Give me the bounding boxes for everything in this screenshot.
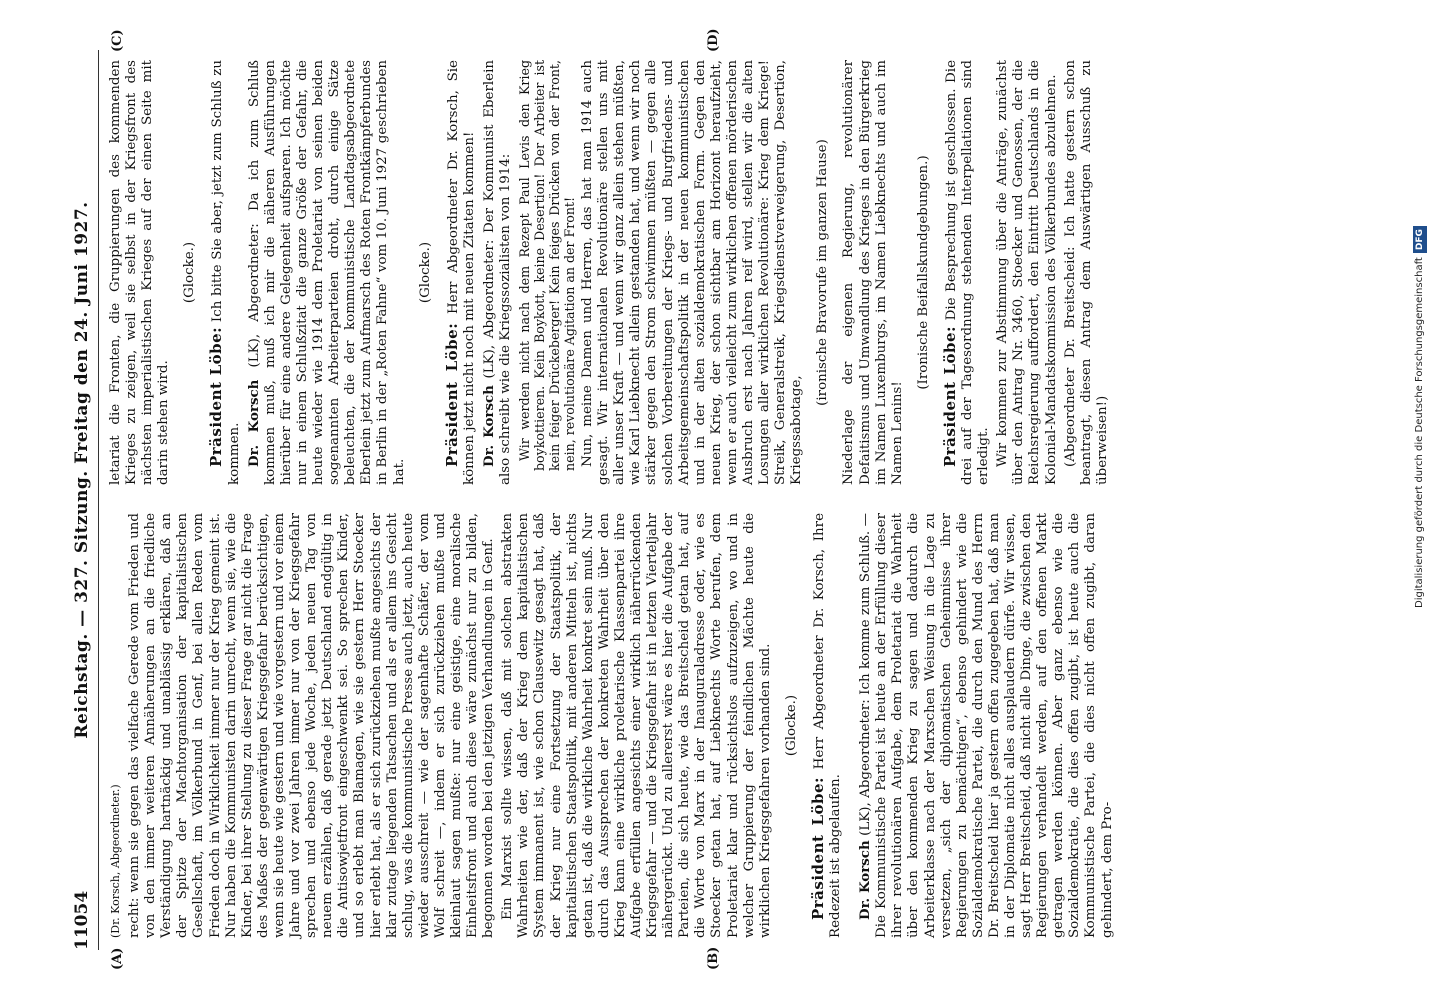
speaker-label: Dr. Korsch [245,379,262,467]
margin-marker-b: (B) [706,946,721,970]
running-title: Reichstag. — 327. Sitzung. Freitag den 24. Juni 1927. [72,201,92,739]
paragraph: Wir kommen zur Abstimmung über die Anträge, zunächst über den Antrag Nr. 3460, Stoecker und Genossen, der die Reichsregierung auffordert, den Eintritt Deutschlands in die Kolonial-Mandatskommission des Völkerbundes abzulehnen. [995,60,1059,485]
speaker-label: Präsident Löbe: [207,326,226,467]
interjection: (Abgeordneter Dr. Breitscheid: Ich hatte gestern schon beantragt, diesen Antrag dem Auswärtigen Ausschuß zu überweisen!) [1062,60,1110,485]
speaker-paragraph [481,60,514,485]
speaker-paragraph [810,513,844,938]
digitization-credit [1413,8,1427,608]
speaker-label: Präsident Löbe: [442,322,461,467]
margin-marker-a: (A) [110,947,125,970]
margin-marker-d: (D) [706,28,721,52]
quotation: Wir werden nicht nach dem Rezept Paul Levis den Krieg boykottieren. Kein Boykott, keine Desertion! Der Arbeiter ist kein feiger Drückeberger! Kein feiges Drücken von der Front, nein, revolutionäre Agitation an der Front! [517,60,578,471]
speaker-text: (LK), Abgeordneter: Der Kommunist Eberlein also schreibt wie die Kriegssozialisten von 1914: [481,60,513,485]
document-page [0,10,1420,990]
credit-text: Digitalisierung gefördert durch die Deutsche Forschungsgemeinschaft [1414,257,1425,608]
bell-note: (Glocke.) [182,241,198,304]
speaker-label: Dr. Korsch [480,385,497,467]
speaker-paragraph [857,513,1116,938]
left-column [108,513,1119,938]
speaker-text: Herr Abgeordneter Dr. Korsch, Sie können jetzt nicht noch mit neuen Zitaten kommen! [445,60,477,485]
speaker-label: Präsident Löbe: [940,325,959,467]
page-header [70,50,99,950]
speaker-text: (LK), Abgeordneter: Da ich zum Schluß kommen muß, muß ich mir die näheren Ausführungen hierüber für eine andere Gelegenheit aufsparen. Ich möchte nur in einem Schlußzitat die ganze Größe der Gefahr, die heute wieder wie 1914 dem Proletariat von seinen beiden sogenannten Arbeiterparteien droht, durch einige Sätze beleuchten, die der kommunistische Landtagsabgeordnete Eberlein jetzt zum Aufmarsch des Roten Frontkämpferbundes in Berlin in der „Roten Fahne“ vom 10. Juni 1927 geschrieben hat. [246,60,407,485]
paragraph: letariat die Fronten, die Gruppierungen des kommenden Krieges zu zeigen, weil sie selbst in der Kriegsfront des nächsten imperialistischen Krieges auf der einen Seite mit darin stehen wird. [108,60,172,485]
paragraph: Ein Marxist sollte wissen, daß mit solchen abstrakten Wahrheiten wie der, daß der Krieg dem kapitalistischen System immanent ist, wie schon Clausewitz gesagt hat, daß der Krieg nur eine Fortsetzung der Staatspolitik, der kapitalistischen Staatspolitik, mit anderen Mitteln ist, nichts getan ist, daß die wirkliche Wahrheit konkret sein muß. Nur durch das Aussprechen der konkreten Wahrheit über den Krieg kann eine wirkliche proletarische Klassenpartei ihre Aufgabe erfüllen angesichts einer wirklich näherrückenden Kriegsgefahr — und die Kriegsgefahr ist in letzten Vierteljahr nähergerückt. Und zu allererst wäre es hier die Aufgabe der Parteien, die sich heute, wie das Breitscheid getan hat, auf die Worte von Marx in der Inauguraladresse oder, wie es Stoecker getan hat, auf Liebknechts Worte berufen, dem Proletariat klar und rücksichtslos aufzuzeigen, wo und in welcher Gruppierung der feindlichen Mächte heute die wirklichen Kriegsgefahren vorhanden sind. [500,513,773,938]
speaker-text: Ich bitte Sie aber, jetzt zum Schluß zu kommen. [210,60,242,485]
paragraph: Nun, meine Damen und Herren, das hat man 1914 auch gesagt. Wir internationalen Revolutionäre stellen uns mit aller unser Kraft — und wenn wir ganz allein stehen müßten, wie Karl Liebknecht allein gestanden hat, und wenn wir noch stärker gegen den Strom schwimmen müßten — gegen alle solchen Vorbereitungen der Kriegs- und Burgfriedens- und Arbeitsgemeinschaftspolitik in der neuen kommunistischen und in der alten sozialdemokratischen Form. Gegen den neuen Krieg, der schon sichtbar am Horizont heraufzieht, wenn er auch vielleicht zum wirklichen offenen mörderischen Ausbruch erst nach Jahren reif wird, stellen wir die alten Losungen aller wirklichen Revolutionäre: Krieg dem Kriege! Streik, Generalstreik, Kriegsdienstverweigerung, Desertion, Kriegssabotage, [580,60,805,485]
speaker-label: Präsident Löbe: [808,776,827,920]
right-column [108,60,1114,485]
speaker-paragraph [208,60,242,485]
audience-reaction: (Ironische Beifallskundgebungen.) [915,155,931,390]
paragraph: Niederlage der eigenen Regierung, revolutionärer Defaitismus und Umwandlung des Krieges in den Bürgerkrieg im Namen Luxemburgs, im Namen Liebknechts und auch im Namen Lenins! [841,60,905,485]
margin-marker-c: (C) [110,29,125,52]
speaker-paragraph [444,60,478,485]
dfg-logo: DFG [1413,226,1427,253]
speaker-paragraph [942,60,992,485]
paragraph: recht: wenn sie gegen das vielfache Gerede vom Frieden und von den immer weiteren Annäherungen an die friedliche Verständigung hartnäckig und unablässig erklären, daß an der Spitze der Machtorganisation der kapitalistischen Gesellschaft, im Völkerbund in Genf, bei allen Reden vom Frieden doch in Wirklichkeit immer nur der Krieg gemeint ist. Nur haben die Kommunisten darin unrecht, wenn sie, wie die Kinder, bei ihrer Stellung zu dieser Frage gar nicht die Frage des Maßes der gegenwärtigen Kriegsgefahr berücksichtigen, wenn sie heute wie gestern und wie vorgestern und vor einem Jahre und vor zwei Jahren immer nur von der Kriegsgefahr sprechen und ebenso jede Woche, jeden neuen Tag von neuem erzählen, daß gerade jetzt Deutschland endgültig in die Antisowjetfront eingeschwenkt sei. So sprechen Kinder, und so erlebt man Blamagen, wie sie gestern Herr Stoecker hier erlebt hat, als er sich zurückziehen mußte angesichts der klar zutage liegenden Tatsachen und als er allem ins Gesicht schlug, was die kommunistische Presse auch jetzt, auch heute wieder ausschreit — wie der sagenhafte Schäfer, der vom Wolf schreit —, indem er sich zurückziehen mußte und kleinlaut sagen mußte: nur eine geistige, eine moralische Einheitsfront und auch diese wäre zunächst nur zu bilden, begonnen worden bei den jetzigen Verhandlungen in Genf. [127,513,497,938]
audience-reaction: (ironische Bravorufe im ganzen Hause) [815,139,831,406]
page-number: 11054 [72,890,92,950]
bell-note: (Glocke.) [783,694,799,757]
bell-note: (Glocke.) [417,241,433,304]
speaker-text: (LK), Abgeordneter: Ich komme zum Schluß. — Die Kommunistische Partei ist heute an der Erfüllung dieser ihrer revolutionären Aufgabe, dem Proletariat die Wahrheit über den kommenden Krieg zu sagen und dadurch die Arbeiterklasse nach der Marxschen Weisung in die Lage zu versetzen, „sich der diplomatischen Geheimnisse ihrer Regierungen zu bemächtigen“, ebenso gehindert wie die Sozialdemokratische Partei, die durch den Mund des Herrn Dr. Breitscheid hier ja gestern offen zugegeben hat, daß man in der Diplomatie nicht alles ausplaudern dürfe. Wir wissen, sagt Herr Breitscheid, daß nicht alle Dinge, die zwischen den Regierungen verhandelt werden, auf den offenen Markt getragen werden können. Aber ganz ebenso wie die Sozialdemokratie, die dies offen zugibt, ist heute auch die Kommunistische Partei, die dies nicht offen zugibt, daran gehindert, dem Pro- [858,513,1115,938]
continuation-speaker: (Dr. Korsch, Abgeordneter.) [109,784,122,938]
speaker-text: Die Besprechung ist geschlossen. Die drei auf der Tagesordnung stehenden Interpellationen sind erledigt. [943,60,992,485]
speaker-text: Herr Abgeordneter Dr. Korsch, Ihre Redezeit ist abgelaufen. [811,513,844,938]
speaker-label: Dr. Korsch [857,840,874,920]
speaker-paragraph [246,60,408,485]
